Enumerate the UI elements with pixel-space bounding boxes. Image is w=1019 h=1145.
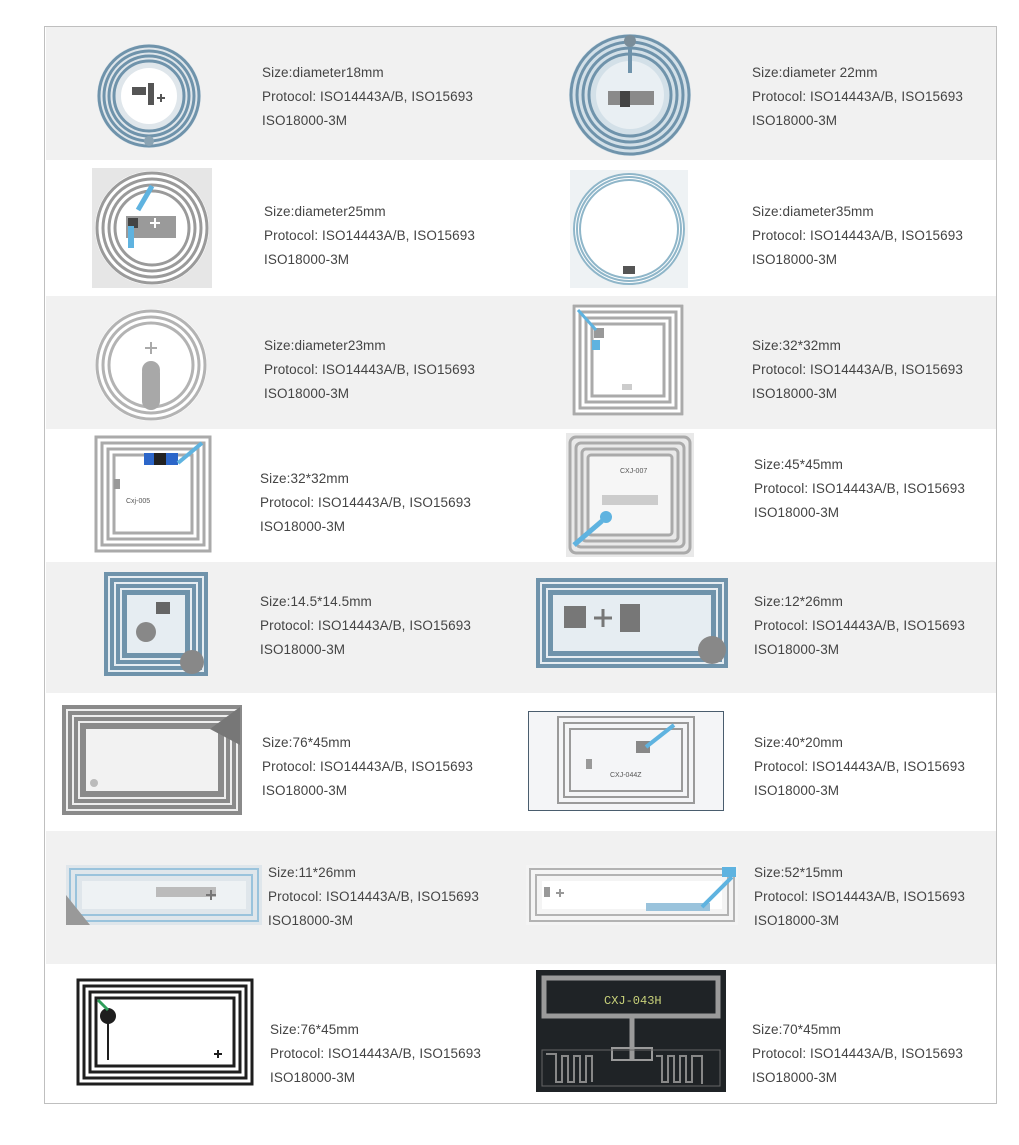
tag-cell-3 [46, 160, 516, 296]
tag-cell-12 [516, 693, 996, 831]
tag-cell-15 [46, 964, 516, 1103]
round-inlay-image [92, 168, 212, 288]
tag-cell-2 [516, 27, 996, 160]
chip-label: CXJ-044Z [610, 772, 642, 779]
tag-specs [754, 731, 965, 803]
tag-specs [268, 861, 479, 933]
tag-specs [754, 861, 965, 933]
table-row [46, 429, 996, 562]
protocol-text-line2: ISO18000-3M [262, 113, 348, 128]
strip-inlay-image [526, 865, 738, 925]
protocol-text-line2: ISO18000-3M [754, 913, 840, 928]
tag-specs [752, 334, 963, 406]
table-row [46, 964, 996, 1103]
size-text: Size:32*32mm [752, 338, 841, 353]
product-spec-table [44, 26, 997, 1104]
tag-specs [260, 467, 471, 539]
chip-label: CXJ-043H [604, 994, 662, 1008]
protocol-text-line2: ISO18000-3M [752, 252, 838, 267]
square-inlay-image [566, 433, 694, 557]
tag-specs [270, 1018, 481, 1090]
size-text: Size:52*15mm [754, 865, 843, 880]
protocol-text: Protocol: ISO14443A/B, ISO15693 [754, 481, 965, 496]
size-text: Size:40*20mm [754, 735, 843, 750]
tag-cell-9 [46, 562, 516, 693]
tag-specs [754, 453, 965, 525]
size-text: Size:diameter35mm [752, 204, 874, 219]
size-text: Size:diameter23mm [264, 338, 386, 353]
size-text: Size:11*26mm [268, 865, 356, 880]
tag-specs [260, 590, 471, 662]
size-text: Size:45*45mm [754, 457, 843, 472]
table-row [46, 831, 996, 964]
size-text: Size:diameter25mm [264, 204, 386, 219]
round-inlay-image [570, 170, 688, 288]
card-inlay-image [76, 978, 254, 1086]
protocol-text-line2: ISO18000-3M [754, 642, 840, 657]
protocol-text: Protocol: ISO14443A/B, ISO15693 [262, 89, 473, 104]
protocol-text: Protocol: ISO14443A/B, ISO15693 [260, 618, 471, 633]
protocol-text: Protocol: ISO14443A/B, ISO15693 [752, 1046, 963, 1061]
protocol-text-line2: ISO18000-3M [754, 505, 840, 520]
chip-label: CXJ-007 [620, 468, 648, 475]
protocol-text: Protocol: ISO14443A/B, ISO15693 [752, 228, 963, 243]
protocol-text: Protocol: ISO14443A/B, ISO15693 [260, 495, 471, 510]
strip-inlay-image [66, 865, 262, 925]
tag-cell-1 [46, 27, 516, 160]
size-text: Size:12*26mm [754, 594, 843, 609]
size-text: Size:70*45mm [752, 1022, 841, 1037]
tag-specs [264, 200, 475, 272]
table-row [46, 160, 996, 296]
round-inlay-image [568, 33, 692, 157]
tag-cell-7 [46, 429, 516, 562]
tag-cell-16 [516, 964, 996, 1103]
tag-specs [752, 1018, 963, 1090]
protocol-text-line2: ISO18000-3M [752, 113, 838, 128]
protocol-text-line2: ISO18000-3M [754, 783, 840, 798]
protocol-text-line2: ISO18000-3M [264, 386, 350, 401]
protocol-text-line2: ISO18000-3M [264, 252, 350, 267]
tag-cell-4 [516, 160, 996, 296]
size-text: Size:76*45mm [262, 735, 351, 750]
protocol-text-line2: ISO18000-3M [268, 913, 354, 928]
protocol-text: Protocol: ISO14443A/B, ISO15693 [264, 362, 475, 377]
round-inlay-image [94, 308, 208, 422]
tag-specs [754, 590, 965, 662]
protocol-text: Protocol: ISO14443A/B, ISO15693 [754, 759, 965, 774]
protocol-text: Protocol: ISO14443A/B, ISO15693 [754, 889, 965, 904]
tag-specs [262, 731, 473, 803]
tag-specs [262, 61, 473, 133]
tag-specs [264, 334, 475, 406]
protocol-text-line2: ISO18000-3M [270, 1070, 356, 1085]
card-inlay-image [528, 711, 724, 811]
tag-specs [752, 200, 963, 272]
card-inlay-image [62, 705, 242, 815]
tag-cell-5 [46, 296, 516, 429]
protocol-text: Protocol: ISO14443A/B, ISO15693 [752, 89, 963, 104]
protocol-text-line2: ISO18000-3M [752, 1070, 838, 1085]
size-text: Size:diameter 22mm [752, 65, 878, 80]
table-row [46, 296, 996, 429]
size-text: Size:diameter18mm [262, 65, 384, 80]
chip-label: Cxj-005 [126, 498, 151, 505]
tag-cell-10 [516, 562, 996, 693]
rectangular-inlay-image [536, 578, 728, 668]
tag-cell-11 [46, 693, 516, 831]
protocol-text: Protocol: ISO14443A/B, ISO15693 [754, 618, 965, 633]
protocol-text: Protocol: ISO14443A/B, ISO15693 [264, 228, 475, 243]
tag-cell-8 [516, 429, 996, 562]
table-row [46, 27, 996, 160]
table-row [46, 562, 996, 693]
tag-cell-13 [46, 831, 516, 964]
protocol-text-line2: ISO18000-3M [262, 783, 348, 798]
size-text: Size:14.5*14.5mm [260, 594, 372, 609]
protocol-text: Protocol: ISO14443A/B, ISO15693 [262, 759, 473, 774]
protocol-text-line2: ISO18000-3M [260, 642, 346, 657]
protocol-text: Protocol: ISO14443A/B, ISO15693 [268, 889, 479, 904]
round-inlay-image [96, 43, 202, 149]
protocol-text: Protocol: ISO14443A/B, ISO15693 [270, 1046, 481, 1061]
protocol-text-line2: ISO18000-3M [260, 519, 346, 534]
tag-cell-14 [516, 831, 996, 964]
square-inlay-image [104, 572, 208, 676]
table-row [46, 693, 996, 831]
square-inlay-image [572, 304, 684, 416]
square-inlay-image [94, 435, 212, 553]
protocol-text-line2: ISO18000-3M [752, 386, 838, 401]
size-text: Size:76*45mm [270, 1022, 359, 1037]
tag-cell-6 [516, 296, 996, 429]
protocol-text: Protocol: ISO14443A/B, ISO15693 [752, 362, 963, 377]
size-text: Size:32*32mm [260, 471, 349, 486]
card-inlay-image [536, 970, 726, 1092]
tag-specs [752, 61, 963, 133]
